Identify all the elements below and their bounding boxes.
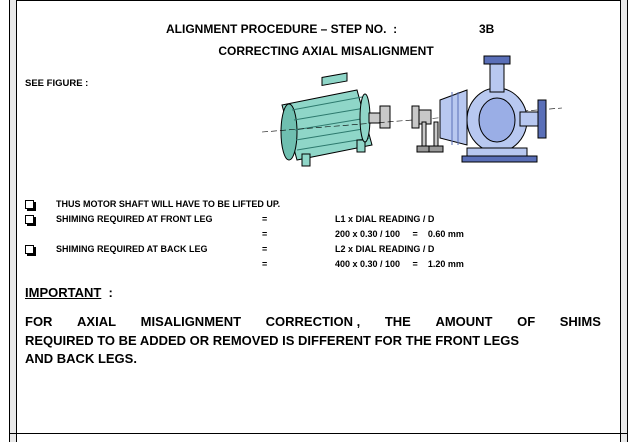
motor-pump-figure <box>262 50 562 175</box>
right-frame-bar <box>620 0 628 442</box>
important-paragraph-line2: REQUIRED TO BE ADDED OR REMOVED IS DIFFERENT FOR THE FRONT LEGS <box>25 333 520 348</box>
checkbox-bullet <box>25 245 34 254</box>
top-frame-line <box>17 0 620 1</box>
important-heading: IMPORTANT : <box>25 285 113 300</box>
bullet-motor-lift: THUS MOTOR SHAFT WILL HAVE TO BE LIFTED UP. <box>56 199 281 209</box>
important-paragraph-line3: AND BACK LEGS. <box>25 351 137 366</box>
back-leg-equals-2: = <box>262 259 268 269</box>
page-subtitle: CORRECTING AXIAL MISALIGNMENT <box>218 44 434 58</box>
bullet-back-leg-label: SHIMING REQUIRED AT BACK LEG <box>56 244 208 254</box>
title-main: ALIGNMENT PROCEDURE – STEP NO. : <box>166 22 398 36</box>
front-leg-equals-2: = <box>262 229 268 239</box>
back-leg-result: 400 x 0.30 / 100 = 1.20 mm <box>335 259 464 269</box>
back-leg-formula: L2 x DIAL READING / D <box>335 244 435 254</box>
back-leg-equals: = <box>262 244 268 254</box>
pump-drawing <box>440 56 546 162</box>
checkbox-bullet <box>25 200 34 209</box>
bottom-frame-line <box>9 433 628 434</box>
title-step: 3B <box>479 22 495 36</box>
bullet-front-leg-label: SHIMING REQUIRED AT FRONT LEG <box>56 214 213 224</box>
see-figure-label: SEE FIGURE : <box>25 78 89 89</box>
motor-drawing <box>281 73 372 166</box>
checkbox-bullet <box>25 215 34 224</box>
important-paragraph-line1: FOR AXIAL MISALIGNMENT CORRECTION , THE AMOUNT OF SHIMS <box>25 314 601 329</box>
front-leg-equals: = <box>262 214 268 224</box>
left-frame-bar <box>9 0 17 442</box>
front-leg-formula: L1 x DIAL READING / D <box>335 214 435 224</box>
front-leg-result: 200 x 0.30 / 100 = 0.60 mm <box>335 229 464 239</box>
